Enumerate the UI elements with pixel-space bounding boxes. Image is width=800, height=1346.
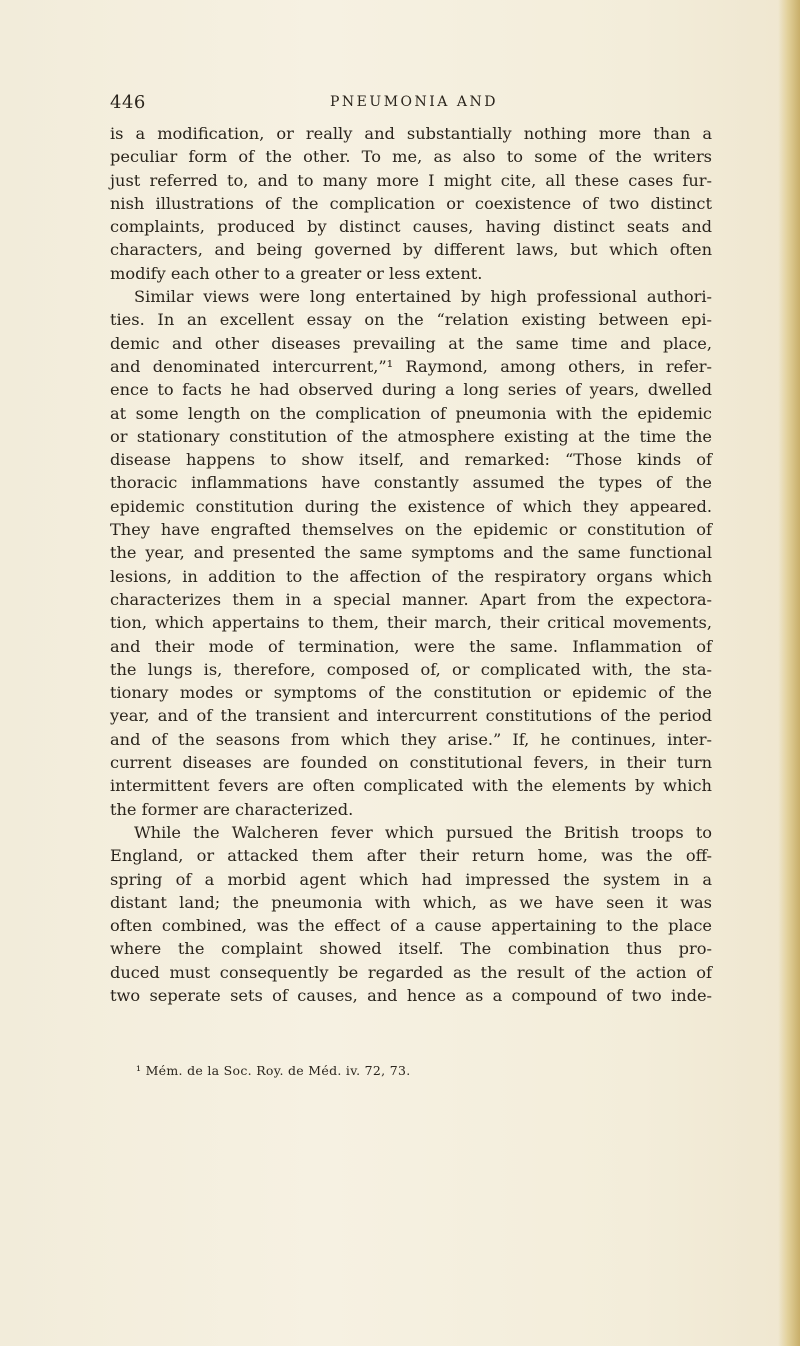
text-line: just referred to, and to many more I might cite, all these cases fur- bbox=[110, 170, 712, 190]
text-line: England, or attacked them after their return home, was the off- bbox=[110, 846, 712, 866]
text-line: or stationary constitution of the atmosphere existing at the time the bbox=[110, 426, 712, 446]
page-number: 446 bbox=[110, 92, 146, 113]
text-line: often combined, was the effect of a cause appertaining to the place bbox=[110, 916, 712, 936]
text-line: peculiar form of the other. To me, as also to some of the writers bbox=[110, 147, 712, 167]
text-line: ties. In an excellent essay on the “relation existing between epi- bbox=[110, 310, 712, 330]
text-line: at some length on the complication of pneumonia with the epidemic bbox=[110, 403, 712, 423]
text-line: year, and of the transient and intercurrent constitutions of the period bbox=[110, 706, 712, 726]
paragraph-start-line: While the Walcheren fever which pursued the British troops to bbox=[134, 822, 712, 842]
text-line: characterizes them in a special manner. Apart from the expectora- bbox=[110, 589, 712, 609]
text-line: characters, and being governed by different laws, but which often bbox=[110, 240, 712, 260]
text-line: epidemic constitution during the existence of which they appeared. bbox=[110, 496, 712, 516]
page-header bbox=[110, 92, 710, 118]
text-line: thoracic inflammations have constantly assumed the types of the bbox=[110, 473, 712, 493]
text-line: modify each other to a greater or less extent. bbox=[110, 263, 483, 283]
text-line: the lungs is, therefore, composed of, or complicated with, the sta- bbox=[110, 659, 712, 679]
text-line: ence to facts he had observed during a long series of years, dwelled bbox=[110, 380, 712, 400]
text-line: two seperate sets of causes, and hence as a compound of two inde- bbox=[110, 985, 712, 1005]
page-binding-edge bbox=[778, 0, 800, 1346]
paragraph-start-line: Similar views were long entertained by high professional authori- bbox=[134, 287, 712, 307]
text-line: lesions, in addition to the affection of the respiratory organs which bbox=[110, 566, 712, 586]
text-line: demic and other diseases prevailing at the same time and place, bbox=[110, 333, 712, 353]
text-line: distant land; the pneumonia with which, as we have seen it was bbox=[110, 892, 712, 912]
text-line: is a modification, or really and substantially nothing more than a bbox=[110, 124, 712, 143]
footnote: ¹ Mém. de la Soc. Roy. de Méd. iv. 72, 73. bbox=[136, 1063, 411, 1078]
text-line: nish illustrations of the complication or coexistence of two distinct bbox=[110, 193, 712, 213]
text-line: tion, which appertains to them, their march, their critical movements, bbox=[110, 613, 712, 633]
text-line: tionary modes or symptoms of the constitution or epidemic of the bbox=[110, 683, 712, 703]
text-line: spring of a morbid agent which had impressed the system in a bbox=[110, 869, 712, 889]
text-line: and their mode of termination, were the same. Inflammation of bbox=[110, 636, 712, 656]
text-line: They have engrafted themselves on the epidemic or constitution of bbox=[110, 520, 712, 540]
text-line: complaints, produced by distinct causes, having distinct seats and bbox=[110, 217, 712, 237]
text-line: intermittent fevers are often complicated with the elements by which bbox=[110, 776, 712, 796]
text-line: duced must consequently be regarded as the result of the action of bbox=[110, 962, 712, 982]
text-line: current diseases are founded on constitutional fevers, in their turn bbox=[110, 753, 712, 773]
text-line: where the complaint showed itself. The combination thus pro- bbox=[110, 939, 712, 959]
text-line: disease happens to show itself, and remarked: “Those kinds of bbox=[110, 450, 712, 470]
text-line: the year, and presented the same symptoms and the same functional bbox=[110, 543, 712, 563]
text-line: and of the seasons from which they arise.” If, he continues, inter- bbox=[110, 729, 712, 749]
text-line: the former are characterized. bbox=[110, 799, 354, 819]
running-head: PNEUMONIA AND bbox=[330, 94, 498, 110]
text-line: and denominated intercurrent,”¹ Raymond, among others, in refer- bbox=[110, 356, 712, 376]
body-text bbox=[110, 122, 712, 1007]
